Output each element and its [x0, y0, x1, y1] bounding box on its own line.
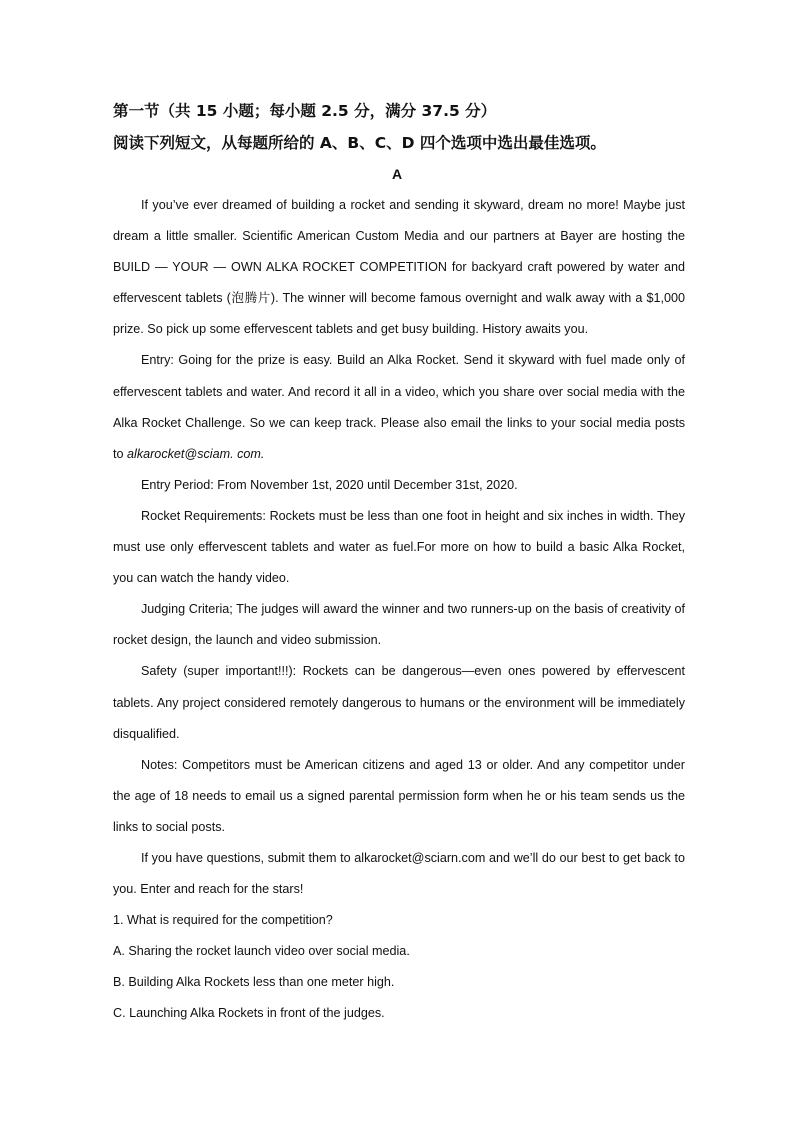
paragraph-intro: If you’ve ever dreamed of building a rocket and sending it skyward, dream no more! Maybe just dream a little smaller. Scientific American Custom Media and our partners at Bayer are hosting the BUILD — YOUR — OWN ALKA ROCKET COMPETITION for backyard craft powered by water and effervescent tablets (泡腾片). The winner will become famous overnight and walk away with a $1,000 prize. So pick up some effervescent tablets and get busy building. History awaits you. — [113, 198, 685, 337]
entry-text: Entry: Going for the prize is easy. Build an Alka Rocket. Send it skyward with fuel made only of effervescent tablets and water. And record it all in a video, which you share over social media with the Alka Rocket Challenge. So we can keep track. Please also email the links to your social media posts to — [113, 353, 685, 461]
paragraph-questions: If you have questions, submit them to alkarocket@sciarn.com and we’ll do our best to get back to you. Enter and reach for the stars! — [113, 850, 685, 897]
option-c: C. Launching Alka Rockets in front of the judges. — [113, 1006, 385, 1021]
paragraph-rocket-requirements: Rocket Requirements: Rockets must be less than one foot in height and six inches in width. They must use only effervescent tablets and water as fuel.For more on how to build a basic Alka Rocket, you can watch the handy video. — [113, 508, 685, 586]
option-a: A. Sharing the rocket launch video over social media. — [113, 944, 410, 959]
paragraph-judging-criteria: Judging Criteria; The judges will award the winner and two runners-up on the basis of creativity of rocket design, the launch and video submission. — [113, 602, 685, 648]
paragraph-notes: Notes: Competitors must be American citizens and aged 13 or older. And any competitor under the age of 18 needs to email us a signed parental permission form when he or his team sends us the links to social posts. — [113, 757, 685, 834]
passage-body — [113, 190, 685, 1030]
paragraph-entry-period: Entry Period: From November 1st, 2020 until December 31st, 2020. — [141, 477, 518, 492]
passage-letter: A — [391, 166, 403, 182]
option-b: B. Building Alka Rockets less than one meter high. — [113, 975, 395, 990]
question-stem: 1. What is required for the competition? — [113, 913, 333, 928]
paragraph-safety: Safety (super important!!!): Rockets can be dangerous—even ones powered by effervescent tablets. Any project considered remotely dangerous to humans or the environment will be immediately disqualified. — [113, 664, 685, 741]
entry-email-link: alkarocket@sciam. com. — [127, 446, 265, 461]
instruction-text: 阅读下列短文，从每题所给的 A、B、C、D 四个选项中选出最佳选项。 — [113, 134, 606, 152]
paragraph-entry — [113, 345, 685, 469]
section-title: 第一节（共 15 小题；每小题 2.5 分，满分 37.5 分） — [113, 102, 497, 120]
